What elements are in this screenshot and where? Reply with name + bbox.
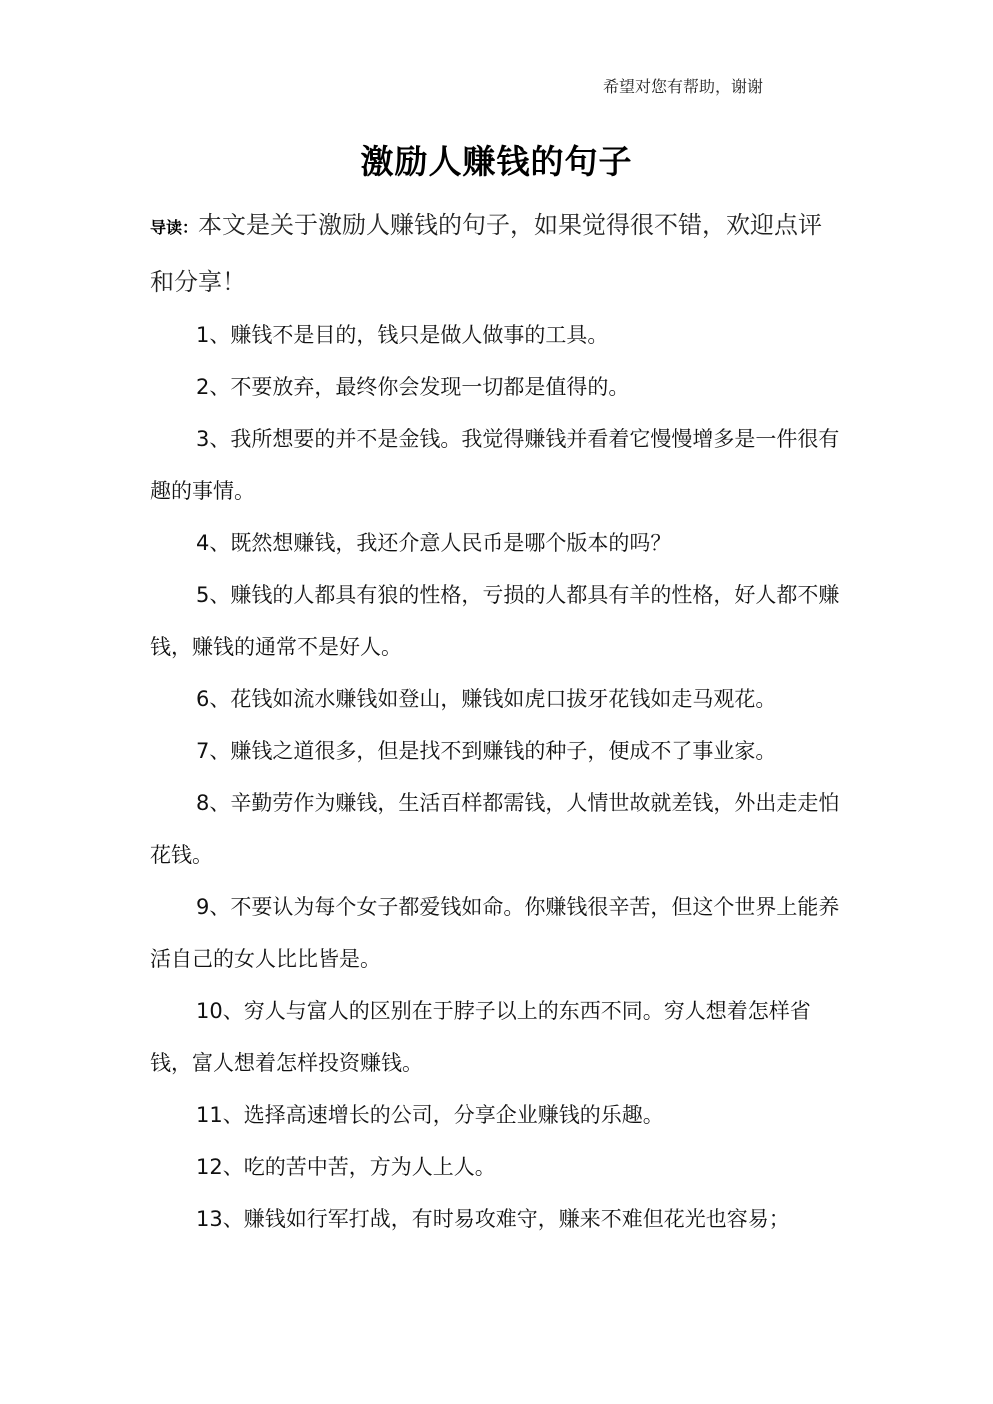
quote-item <box>150 361 840 413</box>
quote-number: 2 <box>196 375 210 399</box>
quote-text: 、赚钱不是目的，钱只是做人做事的工具。 <box>209 323 609 347</box>
quote-number: 10 <box>196 999 223 1023</box>
quote-item <box>150 1089 840 1141</box>
intro-text: 本文是关于激励人赚钱的句子，如果觉得很不错，欢迎点评和分享！ <box>150 211 823 296</box>
quote-text: 、辛勤劳作为赚钱，生活百样都需钱，人情世故就差钱，外出走走怕花钱。 <box>150 791 840 867</box>
quote-number: 3 <box>196 427 210 451</box>
quote-number: 6 <box>196 687 210 711</box>
quote-text: 、赚钱之道很多，但是找不到赚钱的种子，便成不了事业家。 <box>209 739 777 763</box>
quote-item <box>150 725 840 777</box>
header-note: 希望对您有帮助，谢谢 <box>602 77 763 96</box>
quote-item <box>150 881 840 985</box>
quote-text: 、赚钱的人都具有狼的性格，亏损的人都具有羊的性格，好人都不赚钱，赚钱的通常不是好人。 <box>150 583 840 659</box>
quote-number: 8 <box>196 791 210 815</box>
quote-number: 4 <box>196 531 210 555</box>
quote-text: 、我所想要的并不是金钱。我觉得赚钱并看着它慢慢增多是一件很有趣的事情。 <box>150 427 840 503</box>
quote-text: 、花钱如流水赚钱如登山，赚钱如虎口拔牙花钱如走马观花。 <box>209 687 777 711</box>
quote-number: 13 <box>196 1207 223 1231</box>
quote-text: 、穷人与富人的区别在于脖子以上的东西不同。穷人想着怎样省钱，富人想着怎样投资赚钱。 <box>150 999 811 1075</box>
quote-number: 5 <box>196 583 210 607</box>
document-body <box>150 198 840 1245</box>
quote-number: 12 <box>196 1155 223 1179</box>
intro-paragraph <box>150 198 840 309</box>
quote-number: 1 <box>196 323 210 347</box>
quote-text: 、不要认为每个女子都爱钱如命。你赚钱很辛苦，但这个世界上能养活自己的女人比比皆是。 <box>150 895 840 971</box>
quote-item <box>150 517 840 569</box>
quote-text: 、不要放弃，最终你会发现一切都是值得的。 <box>209 375 630 399</box>
quote-item <box>150 309 840 361</box>
quote-item <box>150 673 840 725</box>
quote-item <box>150 413 840 517</box>
quote-item <box>150 985 840 1089</box>
quote-item <box>150 777 840 881</box>
quote-item <box>150 1141 840 1193</box>
quote-text: 、赚钱如行军打战，有时易攻难守，赚来不难但花光也容易； <box>222 1207 790 1231</box>
quote-list <box>150 309 840 1245</box>
quote-number: 11 <box>196 1103 223 1127</box>
quote-item <box>150 569 840 673</box>
quote-text: 、选择高速增长的公司，分享企业赚钱的乐趣。 <box>222 1103 664 1127</box>
quote-item <box>150 1193 840 1245</box>
quote-text: 、既然想赚钱，我还介意人民币是哪个版本的吗？ <box>209 531 672 555</box>
quote-number: 7 <box>196 739 210 763</box>
intro-label: 导读： <box>150 218 199 237</box>
quote-text: 、吃的苦中苦，方为人上人。 <box>222 1155 496 1179</box>
document-title: 激励人赚钱的句子 <box>360 142 633 181</box>
quote-number: 9 <box>196 895 210 919</box>
